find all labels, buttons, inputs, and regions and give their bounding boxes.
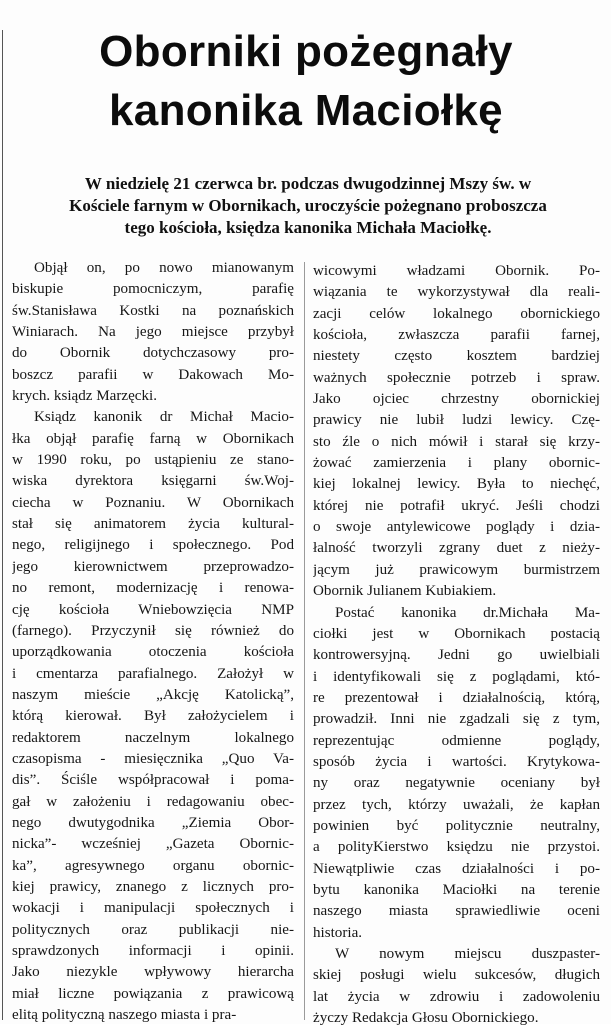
body-text-line: kościoła, zwłaszcza parafii farnej,	[313, 327, 600, 344]
lead-line: tego kościoła, księdza kanonika Michała Maciołkę.	[124, 218, 492, 237]
body-text-line: miał liczne powiązania z prawicową	[12, 985, 294, 1002]
headline	[10, 22, 602, 140]
body-text-line: Obornik Julianem Kubiakiem.	[313, 583, 497, 600]
headline-line: Oborniki pożegnały	[99, 27, 513, 76]
body-text-line: wiska dyrektora księgarni św.Woj-	[12, 473, 294, 490]
body-text-line: sprawdzonych informacji i opinii.	[12, 943, 294, 959]
body-text-line: kontrowersyjną. Jedni go uwielbiali	[313, 647, 600, 664]
body-text-line: wokacji i manipulacji społecznych i	[12, 900, 294, 917]
body-text-line: jego kierownictwem przeprowadzo-	[12, 558, 294, 575]
body-text-line: sposób życia i wartości. Krytykowa-	[313, 753, 600, 770]
body-text-line: ważnych społecznie potrzeb i spraw.	[313, 369, 600, 386]
body-text-line: łka objął parafię farną w Obornikach	[12, 430, 294, 447]
body-text-line: boszcz parafii w Dakowach Mo-	[12, 366, 294, 383]
body-text-line: no remont, modernizację i renowa-	[12, 580, 294, 597]
body-text-line: (farnego). Przyczynił się również do	[12, 622, 294, 639]
body-text-line: wiązania te wykorzystywał dla reali-	[313, 284, 600, 301]
body-text-line: uporządkowania otoczenia kościoła	[12, 644, 294, 661]
lead-line: Kościele farnym w Obornikach, uroczyście pożegnano proboszcza	[69, 196, 547, 215]
left-column	[12, 258, 294, 1026]
body-text-line: niestety często kosztem bardziej	[313, 348, 600, 365]
body-text-line: ciołki jest w Obornikach postacią	[313, 625, 600, 642]
body-text-line: kiej prawicy, znanego z licznych pro-	[12, 878, 294, 895]
body-text-line: której nie potrafił ukryć. Jeśli chodzi	[313, 497, 600, 514]
body-text-line: powinien być politycznie neutralny,	[313, 817, 600, 834]
body-text-line: ka”, agresywnego organu obornic-	[12, 857, 294, 874]
body-text-line: naszego miasta sprawiedliwie oceni	[313, 903, 600, 920]
body-text-line: reprezentując odmienne poglądy,	[313, 732, 600, 749]
body-text-line: żować zamierzenia i plany obornic-	[313, 455, 600, 472]
body-text-line: redaktorem naczelnym lokalnego	[12, 729, 294, 746]
body-text-line: krych. ksiądz Marzęcki.	[12, 388, 158, 405]
column-divider	[304, 262, 305, 1020]
headline-line: kanonika Maciołkę	[109, 86, 503, 135]
body-text-line: bytu kanonika Maciołki na terenie	[313, 881, 600, 898]
body-text-line: skiej posługi wielu sukcesów, długich	[313, 967, 600, 984]
body-text-line: kiej lokalnej lewicy. Była to niechęć,	[313, 476, 600, 493]
body-text-line: elitą polityczną naszego miasta i pra-	[12, 1007, 237, 1024]
body-text-line: W nowym miejscu duszpaster-	[335, 946, 600, 962]
body-text-line: św.Stanisława Kostki na poznańskich	[12, 302, 294, 319]
body-text-line: w 1990 roku, po ustąpieniu ze stano-	[12, 452, 294, 469]
body-text-line: i identyfikowali się z poglądami, któ-	[313, 668, 600, 685]
body-text-line: biskupie pomocniczym, parafię	[12, 281, 294, 298]
body-text-line: Niewątpliwie czas działalności i po-	[313, 860, 600, 877]
body-text-line: Objął on, po nowo mianowanym	[34, 260, 294, 276]
body-text-line: ny oraz negatywnie oceniany był	[313, 775, 600, 792]
body-text-line: re prezentował i działalnością, którą,	[313, 689, 600, 706]
body-text-line: Ksiądz kanonik dr Michał Macio-	[34, 409, 294, 426]
body-text-line: wicowymi władzami Obornik. Po-	[313, 263, 600, 279]
body-text-line: nego dwutygodnika „Ziemia Obor-	[12, 814, 294, 831]
body-text-line: lat życia w zdrowiu i zadowoleniu	[313, 988, 600, 1005]
body-text-line: gał w założeniu i redagowaniu obec-	[12, 793, 294, 810]
right-column	[313, 261, 600, 1029]
body-text-line: i cmentarza parafialnego. Założył w	[12, 665, 294, 682]
body-text-line: Jako ojciec chrzestny obornickiej	[313, 391, 600, 408]
body-text-line: dis”. Ściśle współpracował i poma-	[12, 772, 294, 789]
body-text-line: politycznych oraz publikacji nie-	[12, 921, 294, 938]
body-text-line: Postać kanonika dr.Michała Ma-	[335, 604, 600, 621]
body-text-line: naszym mieście „Akcję Katolicką”,	[12, 686, 294, 703]
body-text-line: o swoje antylewicowe poglądy i dzia-	[313, 519, 600, 536]
body-text-line: nego, religijnego i społecznego. Pod	[12, 537, 294, 554]
body-text-line: cję kościoła Wniebowzięcia NMP	[12, 601, 294, 618]
body-text-line: sto źle o nich mówił i starał się krzy-	[313, 433, 600, 450]
body-text-line: zacji celów lokalnego obornickiego	[313, 305, 600, 322]
body-text-line: prowadził. Inni nie zgadzali się z tym,	[313, 711, 600, 728]
page-edge-rule	[2, 30, 3, 1020]
body-text-line: przez tych, którzy uważali, że kapłan	[313, 796, 600, 813]
body-text-line: łalność tworzyli zgrany duet z nieży-	[313, 540, 600, 557]
lead-line: W niedzielę 21 czerwca br. podczas dwugodzinnej Mszy św. w	[84, 174, 532, 193]
lead-paragraph	[18, 173, 598, 239]
body-text-line: do Obornik dotychczasowy pro-	[12, 345, 294, 362]
body-text-line: nicka”- wcześniej „Gazeta Obornic-	[12, 836, 294, 853]
body-text-line: stał się animatorem życia kultural-	[12, 516, 294, 533]
body-text-line: a polityKierstwo księdzu nie przystoi.	[313, 839, 600, 856]
body-text-line: prawicy nie lubił ludzi lewicy. Czę-	[313, 412, 600, 429]
body-text-line: Jako niezykle wpływowy hierarcha	[12, 964, 294, 981]
body-text-line: Winiarach. Na jego miejsce przybył	[12, 324, 294, 341]
body-text-line: którą kierował. Był założycielem i	[12, 708, 294, 725]
body-text-line: jącym już prawicowym burmistrzem	[313, 561, 600, 578]
body-text-line: czasopisma - miesięcznika „Quo Va-	[12, 750, 294, 767]
body-text-line: ciecha w Poznaniu. W Obornikach	[12, 494, 294, 511]
body-text-line: życzy Redakcja Głosu Obornickiego.	[313, 1010, 539, 1027]
body-text-line: historia.	[313, 924, 363, 941]
